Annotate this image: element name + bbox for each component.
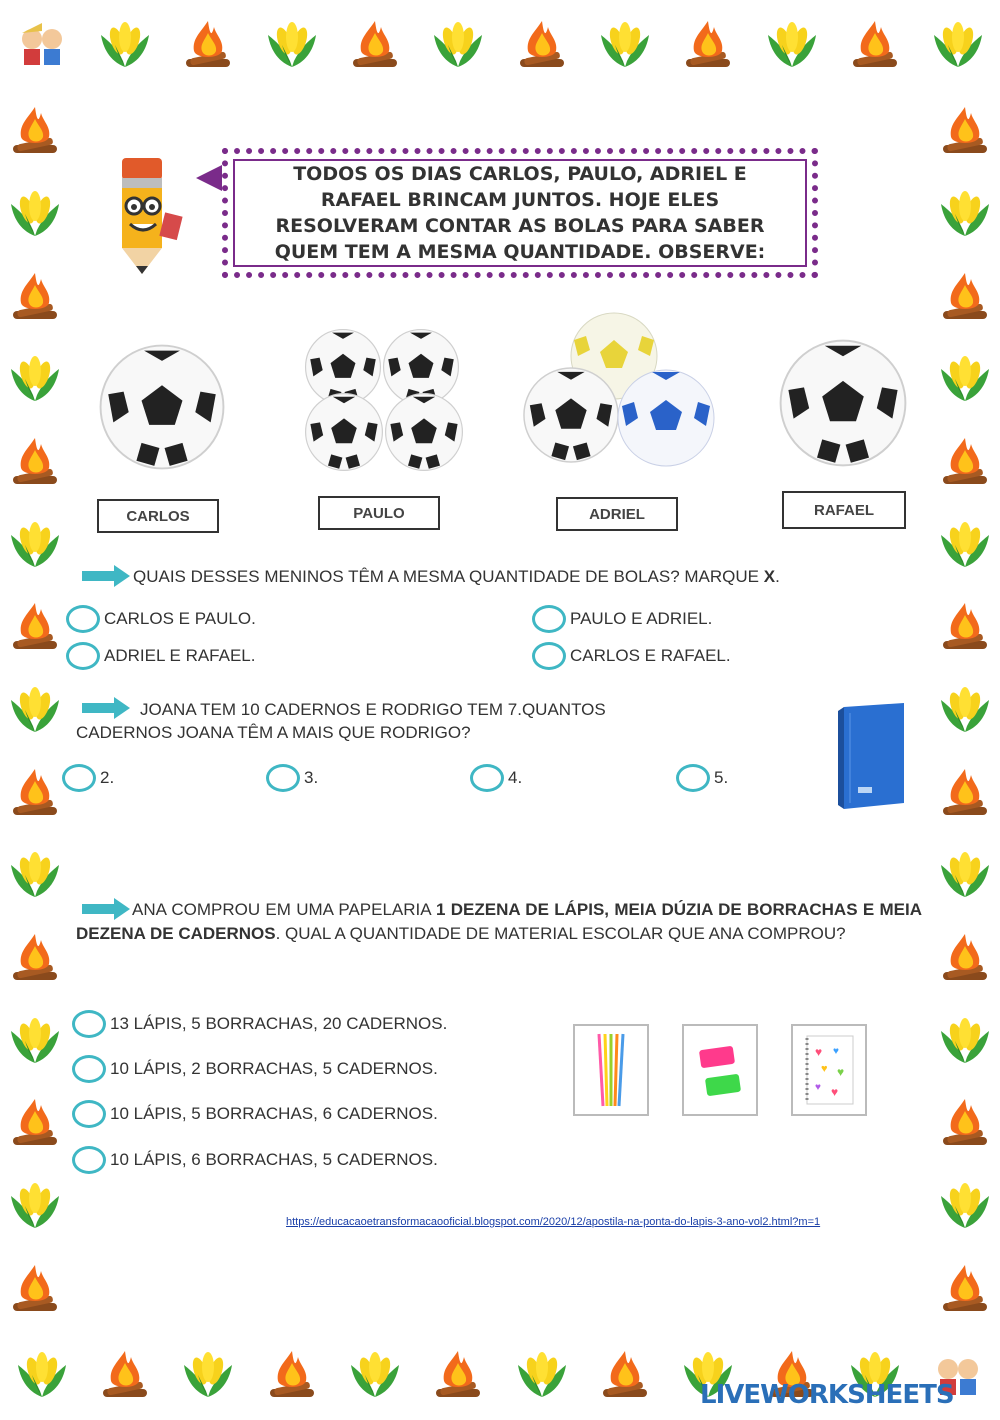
fire-icon: [667, 0, 750, 90]
corn-icon: [750, 0, 833, 90]
q2-line1: JOANA TEM 10 CADERNOS E RODRIGO TEM 7.QUANTOS: [140, 700, 606, 719]
fire-icon: [930, 586, 1000, 669]
festa-border-top: [0, 0, 1000, 90]
fire-icon: [500, 0, 583, 90]
corn-icon: [83, 0, 166, 90]
answer-circle[interactable]: [676, 764, 710, 792]
fire-icon: [417, 1330, 500, 1420]
svg-text:♥: ♥: [815, 1082, 821, 1093]
corn-icon: [0, 173, 70, 256]
fire-icon: [0, 1082, 70, 1165]
soccer-ball-icon: [386, 394, 463, 471]
q2-option[interactable]: 5.: [676, 764, 728, 792]
pencils-icon: [575, 1026, 647, 1114]
answer-circle[interactable]: [532, 605, 566, 633]
corn-icon: [930, 834, 1000, 917]
fire-icon: [0, 586, 70, 669]
corn-icon: [930, 999, 1000, 1082]
corn-icon: [250, 0, 333, 90]
fire-icon: [0, 255, 70, 338]
fire-icon: [930, 751, 1000, 834]
corn-icon: [0, 503, 70, 586]
soccer-ball-icon: [781, 341, 906, 466]
pencils-picture: [573, 1024, 649, 1116]
fire-icon: [167, 0, 250, 90]
kids-icon: [0, 0, 83, 90]
corn-icon: [0, 669, 70, 752]
source-link[interactable]: https://educacaoetransformacaooficial.blogspot.com/2020/12/apostila-na-ponta-do-lapis-3-ano-vol2.html?m=1: [286, 1216, 821, 1228]
erasers-icon: [684, 1026, 756, 1114]
soccer-ball-icon: [101, 346, 224, 469]
kid-name-carlos: CARLOS: [97, 499, 219, 533]
q1-option[interactable]: CARLOS E PAULO.: [66, 605, 256, 633]
adriel-balls: [520, 310, 720, 476]
q3-option[interactable]: 10 LÁPIS, 2 BORRACHAS, 5 CADERNOS.: [72, 1055, 438, 1083]
svg-text:♥: ♥: [831, 1085, 839, 1099]
q3-option[interactable]: 10 LÁPIS, 5 BORRACHAS, 6 CADERNOS.: [72, 1100, 438, 1128]
fire-icon: [250, 1330, 333, 1420]
fire-icon: [0, 90, 70, 173]
fire-icon: [83, 1330, 166, 1420]
corn-icon: [917, 0, 1000, 90]
q3-option[interactable]: 10 LÁPIS, 6 BORRACHAS, 5 CADERNOS.: [72, 1146, 438, 1174]
fire-icon: [0, 917, 70, 1000]
svg-text:♥: ♥: [833, 1046, 839, 1057]
fire-icon: [930, 421, 1000, 504]
svg-text:♥: ♥: [821, 1063, 828, 1075]
fire-icon: [0, 751, 70, 834]
pencil-mascot-icon: [100, 152, 192, 277]
arrow-right-icon: [82, 697, 130, 719]
kid-name-paulo: PAULO: [318, 496, 440, 530]
speech-bubble-tail: [196, 164, 224, 192]
speech-bubble: [222, 148, 818, 278]
q3-option[interactable]: 13 LÁPIS, 5 BORRACHAS, 20 CADERNOS.: [72, 1010, 447, 1038]
fire-icon: [930, 255, 1000, 338]
liveworksheets-logo: LIVEWORKSHEETS: [700, 1380, 954, 1410]
corn-icon: [930, 338, 1000, 421]
soccer-ball-icon: [524, 368, 618, 462]
notebook-hearts-picture: [791, 1024, 867, 1116]
soccer-ball-icon: [306, 394, 383, 471]
corn-icon: [167, 1330, 250, 1420]
intro-text: TODOS OS DIAS CARLOS, PAULO, ADRIEL E RAFAEL BRINCAM JUNTOS. HOJE ELES RESOLVERAM CONTAR AS BOLAS PARA SABER QUEM TEM A MESMA QUANTIDADE. OBSERVE:: [233, 159, 807, 267]
corn-icon: [0, 1165, 70, 1248]
q1-option[interactable]: PAULO E ADRIEL.: [532, 605, 712, 633]
corn-icon: [0, 338, 70, 421]
corn-icon: [0, 1330, 83, 1420]
arrow-right-icon: [82, 565, 130, 587]
rafael-balls: [778, 338, 908, 468]
paulo-balls: [302, 326, 468, 474]
answer-circle[interactable]: [66, 605, 100, 633]
heart-notebook-icon: [793, 1026, 865, 1114]
q2-option[interactable]: 3.: [266, 764, 318, 792]
q2-option[interactable]: 2.: [62, 764, 114, 792]
answer-circle[interactable]: [72, 1055, 106, 1083]
svg-text:♥: ♥: [837, 1065, 845, 1079]
answer-circle[interactable]: [72, 1100, 106, 1128]
answer-circle[interactable]: [470, 764, 504, 792]
kid-name-adriel: ADRIEL: [556, 497, 678, 531]
q1-option[interactable]: ADRIEL E RAFAEL.: [66, 642, 255, 670]
fire-icon: [333, 0, 416, 90]
fire-icon: [0, 421, 70, 504]
q1-option[interactable]: CARLOS E RAFAEL.: [532, 642, 731, 670]
corn-icon: [417, 0, 500, 90]
notebook-icon: [838, 703, 906, 809]
fire-icon: [0, 1247, 70, 1330]
answer-circle[interactable]: [72, 1146, 106, 1174]
corn-icon: [930, 173, 1000, 256]
corn-icon: [0, 834, 70, 917]
erasers-picture: [682, 1024, 758, 1116]
svg-text:♥: ♥: [815, 1045, 823, 1059]
answer-circle[interactable]: [266, 764, 300, 792]
q2-line2: CADERNOS JOANA TÊM A MAIS QUE RODRIGO?: [76, 723, 471, 742]
fire-icon: [583, 1330, 666, 1420]
q2-option[interactable]: 4.: [470, 764, 522, 792]
festa-border-right: [930, 90, 1000, 1330]
corn-icon: [930, 1165, 1000, 1248]
corn-icon: [583, 0, 666, 90]
answer-circle[interactable]: [72, 1010, 106, 1038]
fire-icon: [833, 0, 916, 90]
fire-icon: [930, 1247, 1000, 1330]
answer-circle[interactable]: [66, 642, 100, 670]
corn-icon: [930, 503, 1000, 586]
corn-icon: [0, 999, 70, 1082]
carlos-balls: [98, 343, 226, 471]
answer-circle[interactable]: [532, 642, 566, 670]
festa-border-left: [0, 90, 70, 1330]
corn-icon: [333, 1330, 416, 1420]
answer-circle[interactable]: [62, 764, 96, 792]
corn-icon: [500, 1330, 583, 1420]
fire-icon: [930, 90, 1000, 173]
fire-icon: [930, 1082, 1000, 1165]
corn-icon: [930, 669, 1000, 752]
kid-name-rafael: RAFAEL: [782, 491, 906, 529]
q1-text: QUAIS DESSES MENINOS TÊM A MESMA QUANTIDADE DE BOLAS? MARQUE X.: [133, 567, 780, 586]
fire-icon: [930, 917, 1000, 1000]
q3-text: ANA COMPROU EM UMA PAPELARIA 1 DEZENA DE LÁPIS, MEIA DÚZIA DE BORRACHAS E MEIA DEZENA DE CADERNOS. QUAL A QUANTIDADE DE MATERIAL ESCOLAR QUE ANA COMPROU?: [76, 900, 922, 943]
